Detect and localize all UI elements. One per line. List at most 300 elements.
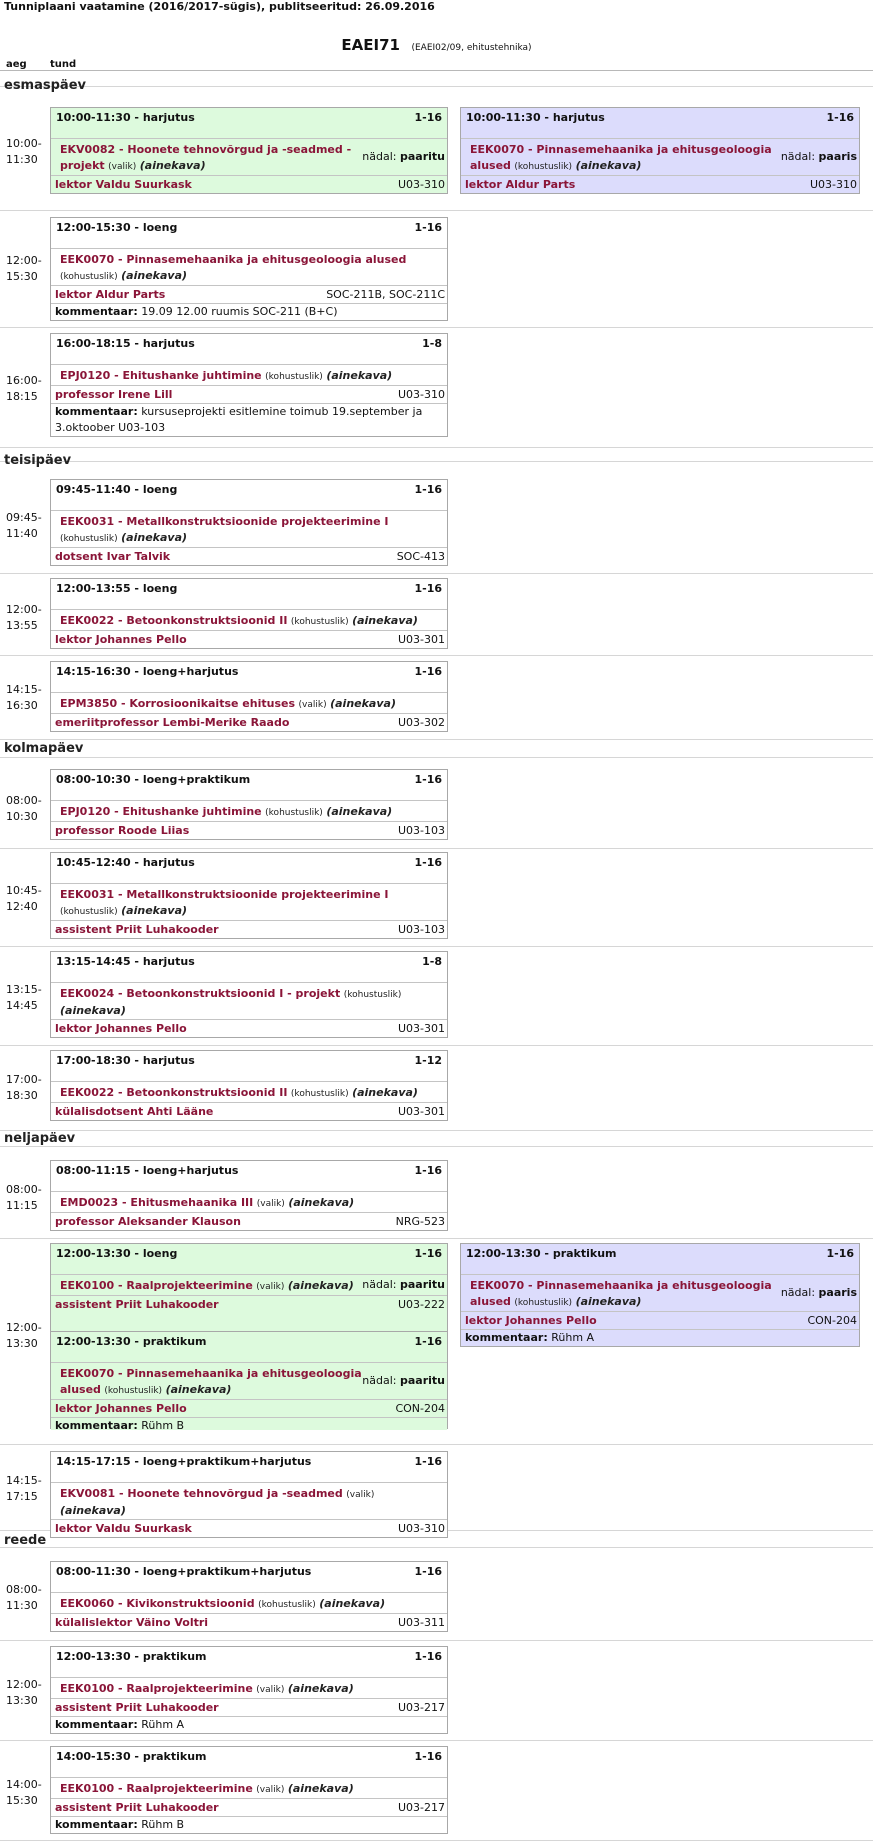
slot-time-start: 17:00- bbox=[6, 1073, 42, 1086]
slot-time-end: 11:15 bbox=[6, 1199, 38, 1212]
comment-label: kommentaar: bbox=[55, 1718, 138, 1731]
teacher-link[interactable]: lektor Johannes Pello bbox=[465, 1314, 597, 1327]
lesson-header bbox=[51, 1244, 447, 1274]
slot-time-start: 12:00- bbox=[6, 1320, 42, 1334]
week-parity-value: paaritu bbox=[399, 1374, 445, 1387]
ainekava-link[interactable]: (ainekava) bbox=[121, 904, 188, 917]
ainekava-link[interactable]: (ainekava) bbox=[575, 159, 642, 172]
slot-time-start: 14:15- bbox=[6, 1474, 42, 1487]
lesson-time-type: 10:00-11:30 - harjutus bbox=[56, 111, 195, 124]
lesson-header bbox=[51, 1452, 447, 1482]
ainekava-link[interactable]: (ainekava) bbox=[287, 1782, 354, 1795]
lesson-card[interactable] bbox=[50, 1646, 448, 1734]
room: U03-310 bbox=[397, 178, 445, 191]
row-divider bbox=[0, 848, 873, 849]
ainekava-link[interactable]: (ainekava) bbox=[287, 1682, 354, 1695]
lesson-weeks: 1-16 bbox=[414, 221, 442, 234]
lesson-subject-text bbox=[60, 887, 442, 920]
slot-time-start: 10:45- bbox=[6, 884, 42, 897]
lesson-subject-row bbox=[461, 138, 859, 175]
lesson-teacher-row bbox=[51, 1399, 447, 1417]
lesson-teacher-row bbox=[51, 821, 447, 839]
subject-kind: (valik) bbox=[108, 162, 137, 172]
comment-label: kommentaar: bbox=[465, 1331, 548, 1344]
lesson-subject-row bbox=[51, 1777, 447, 1798]
lesson-teacher-row bbox=[51, 1698, 447, 1716]
slot-time-start: 14:00- bbox=[6, 1777, 42, 1791]
teacher-link[interactable]: assistent Priit Luhakooder bbox=[55, 1298, 219, 1311]
room: U03-301 bbox=[397, 1022, 445, 1035]
subject-kind: (valik) bbox=[256, 1199, 285, 1209]
ainekava-link[interactable]: (ainekava) bbox=[352, 614, 418, 627]
room: CON-204 bbox=[395, 1402, 445, 1415]
teacher-link[interactable]: lektor Johannes Pello bbox=[55, 1022, 187, 1035]
room: U03-301 bbox=[397, 633, 445, 646]
room: SOC-211B, SOC-211C bbox=[326, 288, 445, 301]
ainekava-link[interactable]: (ainekava) bbox=[60, 1504, 126, 1517]
lesson-time-type: 12:00-13:30 - loeng bbox=[56, 1247, 178, 1260]
lesson-weeks: 1-16 bbox=[414, 1164, 442, 1177]
week-parity bbox=[362, 1373, 445, 1389]
teacher-link[interactable]: lektor Johannes Pello bbox=[55, 1402, 187, 1415]
room: U03-222 bbox=[397, 1298, 445, 1311]
week-parity bbox=[781, 149, 857, 165]
lesson-teacher-row bbox=[461, 175, 859, 193]
teacher-link[interactable]: emeriitprofessor Lembi-Merike Raado bbox=[55, 716, 290, 729]
lesson-teacher-row bbox=[51, 630, 447, 648]
lesson-header bbox=[51, 480, 447, 510]
slot-time-start: 08:00- bbox=[6, 1583, 42, 1596]
week-parity-label: nädal: bbox=[362, 150, 400, 163]
lesson-header bbox=[461, 1244, 859, 1274]
slot-time-start: 10:00- bbox=[6, 137, 42, 150]
lesson-header bbox=[51, 108, 447, 138]
lesson-subject-text bbox=[60, 1486, 442, 1519]
row-divider bbox=[0, 1840, 873, 1841]
column-header-time: aeg bbox=[6, 59, 27, 70]
lesson-comment bbox=[461, 1329, 859, 1346]
subject-link[interactable]: EEK0070 - Pinnasemehaanika ja ehitusgeoloogia alused bbox=[470, 143, 772, 172]
ainekava-link[interactable]: (ainekava) bbox=[352, 1086, 418, 1099]
subject-link[interactable]: EPJ0120 - Ehitushanke juhtimine bbox=[60, 805, 262, 818]
lesson-header bbox=[51, 1161, 447, 1191]
ainekava-link[interactable]: (ainekava) bbox=[121, 269, 188, 282]
lesson-subject-row bbox=[51, 1081, 447, 1102]
subject-kind: (kohustuslik) bbox=[60, 534, 118, 544]
lesson-header bbox=[51, 770, 447, 800]
slot-time bbox=[6, 793, 42, 825]
lesson-time-type: 12:00-13:30 - praktikum bbox=[56, 1335, 207, 1348]
day-header: reede bbox=[4, 1533, 47, 1548]
ainekava-link[interactable]: (ainekava) bbox=[165, 1383, 232, 1396]
subject-kind: (valik) bbox=[346, 1490, 375, 1500]
day-header: teisipäev bbox=[4, 453, 72, 468]
lesson-teacher-row bbox=[51, 1519, 447, 1537]
slot-time bbox=[6, 602, 42, 634]
lesson-card[interactable] bbox=[51, 1244, 447, 1332]
lesson-time-type: 12:00-15:30 - loeng bbox=[56, 221, 178, 234]
room: CON-204 bbox=[807, 1314, 857, 1327]
slot-time-start: 12:00- bbox=[6, 602, 42, 616]
lesson-teacher-row bbox=[51, 920, 447, 938]
ainekava-link[interactable]: (ainekava) bbox=[139, 159, 206, 172]
lesson-card[interactable] bbox=[50, 661, 448, 732]
subject-link[interactable]: EMD0023 - Ehitusmehaanika III bbox=[60, 1196, 254, 1209]
lesson-time-type: 16:00-18:15 - harjutus bbox=[56, 337, 195, 350]
lesson-weeks: 1-12 bbox=[414, 1054, 442, 1067]
lesson-subject-row bbox=[51, 364, 447, 385]
slot-time-end: 15:30 bbox=[6, 1793, 38, 1807]
subject-kind: (valik) bbox=[298, 700, 327, 710]
slot-time-start: 13:15- bbox=[6, 983, 42, 996]
lesson-time-type: 10:45-12:40 - harjutus bbox=[56, 856, 195, 869]
teacher-link[interactable]: lektor Aldur Parts bbox=[55, 288, 166, 301]
lesson-card[interactable] bbox=[50, 1050, 448, 1121]
week-parity-value: paaritu bbox=[399, 1278, 445, 1291]
room: U03-310 bbox=[397, 388, 445, 401]
slot-time-start: 12:00- bbox=[6, 254, 42, 267]
room: U03-217 bbox=[397, 1801, 445, 1814]
comment-text: Rühm A bbox=[137, 1718, 185, 1731]
comment-text: 19.09 12.00 ruumis SOC-211 (B+C) bbox=[137, 305, 338, 318]
row-divider bbox=[0, 757, 873, 758]
teacher-link[interactable]: professor Aleksander Klauson bbox=[55, 1215, 241, 1228]
subject-kind: (kohustuslik) bbox=[514, 1298, 573, 1308]
teacher-link[interactable]: lektor Aldur Parts bbox=[465, 178, 576, 191]
row-divider bbox=[0, 1238, 873, 1239]
row-divider bbox=[0, 739, 873, 740]
group-title bbox=[0, 36, 873, 54]
lesson-card[interactable] bbox=[50, 1451, 448, 1538]
lesson-subject-row bbox=[51, 1191, 447, 1212]
slot-time bbox=[6, 510, 42, 542]
row-divider bbox=[0, 1547, 873, 1548]
lesson-header bbox=[51, 952, 447, 982]
week-parity bbox=[781, 1285, 857, 1301]
slot-time bbox=[6, 1320, 42, 1352]
row-divider bbox=[0, 86, 873, 87]
slot-time bbox=[6, 1072, 42, 1104]
lesson-time-type: 08:00-11:30 - loeng+praktikum+harjutus bbox=[56, 1565, 312, 1578]
slot-time-end: 16:30 bbox=[6, 698, 38, 712]
slot-time-end: 11:40 bbox=[6, 527, 38, 540]
lesson-card[interactable] bbox=[51, 1332, 447, 1430]
week-parity-label: nädal: bbox=[780, 1286, 819, 1299]
comment-text: Rühm B bbox=[137, 1818, 185, 1831]
teacher-link[interactable]: külalislektor Väino Voltri bbox=[55, 1616, 209, 1629]
slot-time-end: 13:30 bbox=[6, 1693, 38, 1707]
slot-time bbox=[6, 883, 42, 915]
ainekava-link[interactable]: (ainekava) bbox=[288, 1196, 355, 1209]
lesson-teacher-row bbox=[51, 1613, 447, 1631]
lesson-header bbox=[51, 1332, 447, 1362]
lesson-subject-text bbox=[60, 1781, 442, 1798]
ainekava-link[interactable]: (ainekava) bbox=[326, 805, 393, 818]
lesson-time-type: 13:15-14:45 - harjutus bbox=[56, 955, 195, 968]
slot-time-end: 15:30 bbox=[6, 270, 38, 283]
lesson-time-type: 12:00-13:30 - praktikum bbox=[56, 1650, 207, 1663]
subject-link[interactable]: EEK0031 - Metallkonstruktsioonide projekteerimine I bbox=[60, 515, 389, 528]
slot-time-end: 11:30 bbox=[6, 153, 38, 166]
row-divider bbox=[0, 655, 873, 656]
row-divider bbox=[0, 1146, 873, 1147]
lesson-subject-row bbox=[51, 883, 447, 920]
lesson-time-type: 14:15-17:15 - loeng+praktikum+harjutus bbox=[56, 1455, 312, 1468]
lesson-comment bbox=[51, 303, 447, 320]
subject-link[interactable]: EEK0024 - Betoonkonstruktsioonid I - projekt bbox=[60, 987, 341, 1000]
lesson-card[interactable] bbox=[50, 1561, 448, 1632]
lesson-card[interactable] bbox=[50, 1746, 448, 1834]
lesson-weeks: 1-16 bbox=[414, 582, 442, 595]
lesson-comment bbox=[51, 1816, 447, 1833]
subject-link[interactable]: EEK0031 - Metallkonstruktsioonide projekteerimine I bbox=[60, 888, 389, 901]
comment-text: kursuseprojekti esitlemine toimub 19.september ja 3.oktoober U03-103 bbox=[55, 405, 423, 434]
subject-kind: (kohustuslik) bbox=[514, 162, 573, 172]
lesson-subject-row bbox=[51, 692, 447, 713]
row-divider bbox=[0, 1740, 873, 1741]
slot-time-end: 17:15 bbox=[6, 1490, 38, 1503]
lesson-card[interactable] bbox=[50, 578, 448, 649]
teacher-link[interactable]: assistent Priit Luhakooder bbox=[55, 923, 219, 936]
lesson-card[interactable] bbox=[50, 1160, 448, 1231]
ainekava-link[interactable]: (ainekava) bbox=[287, 1279, 354, 1292]
slot-time-end: 18:30 bbox=[6, 1089, 38, 1102]
slot-time-start: 09:45- bbox=[6, 511, 42, 524]
lesson-header bbox=[51, 1747, 447, 1777]
slot-time bbox=[6, 373, 42, 405]
slot-time-end: 13:55 bbox=[6, 618, 38, 632]
room: NRG-523 bbox=[395, 1215, 445, 1228]
lesson-teacher-row bbox=[51, 1019, 447, 1037]
slot-time bbox=[6, 1182, 42, 1214]
lesson-comment bbox=[51, 1417, 447, 1434]
lesson-weeks: 1-16 bbox=[414, 483, 442, 496]
lesson-card[interactable] bbox=[460, 1243, 860, 1347]
subject-kind: (kohustuslik) bbox=[265, 372, 323, 382]
subject-kind: (valik) bbox=[256, 1282, 285, 1292]
slot-time bbox=[6, 1582, 42, 1614]
lesson-weeks: 1-16 bbox=[414, 111, 442, 124]
lesson-card[interactable] bbox=[50, 479, 448, 566]
lesson-time-type: 12:00-13:55 - loeng bbox=[56, 582, 178, 595]
slot-time bbox=[6, 682, 42, 714]
subject-link[interactable]: EEK0022 - Betoonkonstruktsioonid II bbox=[60, 1086, 288, 1099]
subject-kind: (kohustuslik) bbox=[265, 808, 323, 818]
teacher-link[interactable]: assistent Priit Luhakooder bbox=[55, 1801, 219, 1814]
lesson-subject-row bbox=[51, 1592, 447, 1613]
slot-time-end: 14:45 bbox=[6, 999, 38, 1012]
row-divider bbox=[0, 1444, 873, 1445]
ainekava-link[interactable]: (ainekava) bbox=[60, 1004, 126, 1017]
lesson-subject-text bbox=[60, 368, 442, 385]
lesson-subject-text bbox=[60, 252, 442, 285]
lesson-stack bbox=[50, 1243, 448, 1432]
row-divider bbox=[0, 946, 873, 947]
lesson-header bbox=[51, 334, 447, 364]
day-header: neljapäev bbox=[4, 1131, 76, 1146]
comment-label: kommentaar: bbox=[55, 405, 138, 418]
teacher-link[interactable]: lektor Johannes Pello bbox=[55, 633, 187, 646]
comment-text: Rühm A bbox=[547, 1331, 595, 1344]
lesson-teacher-row bbox=[461, 1311, 859, 1329]
teacher-link[interactable]: dotsent Ivar Talvik bbox=[55, 550, 171, 563]
teacher-link[interactable]: professor Roode Liias bbox=[55, 824, 190, 837]
lesson-subject-text bbox=[60, 1085, 442, 1102]
room: U03-103 bbox=[397, 824, 445, 837]
slot-time-end: 10:30 bbox=[6, 809, 38, 823]
row-divider bbox=[0, 327, 873, 328]
subject-link[interactable]: EPJ0120 - Ehitushanke juhtimine bbox=[60, 369, 262, 382]
subject-link[interactable]: EKV0082 - Hoonete tehnovõrgud ja -seadmed - projekt bbox=[60, 143, 352, 172]
day-header: kolmapäev bbox=[4, 741, 84, 756]
ainekava-link[interactable]: (ainekava) bbox=[326, 369, 393, 382]
subject-kind: (kohustuslik) bbox=[60, 272, 118, 282]
lesson-teacher-row bbox=[51, 1212, 447, 1230]
lesson-time-type: 14:15-16:30 - loeng+harjutus bbox=[56, 665, 239, 678]
slot-time-end: 12:40 bbox=[6, 900, 38, 913]
lesson-header bbox=[51, 1562, 447, 1592]
lesson-comment bbox=[51, 1716, 447, 1733]
subject-link[interactable]: EEK0060 - Kivikonstruktsioonid bbox=[60, 1597, 255, 1610]
slot-time bbox=[6, 1777, 42, 1809]
week-parity-label: nädal: bbox=[780, 150, 819, 163]
lesson-weeks: 1-8 bbox=[422, 337, 442, 350]
lesson-header bbox=[51, 662, 447, 692]
comment-label: kommentaar: bbox=[55, 305, 138, 318]
lesson-card[interactable] bbox=[50, 852, 448, 939]
lesson-subject-row bbox=[51, 510, 447, 547]
group-code: EAEI71 bbox=[341, 36, 400, 54]
row-divider bbox=[0, 210, 873, 211]
subject-link[interactable]: EPM3850 - Korrosioonikaitse ehituses bbox=[60, 697, 296, 710]
comment-label: kommentaar: bbox=[55, 1419, 138, 1432]
teacher-link[interactable]: lektor Valdu Suurkask bbox=[55, 178, 192, 191]
slot-time bbox=[6, 1677, 42, 1709]
lesson-card[interactable] bbox=[50, 107, 448, 194]
lesson-subject-row bbox=[51, 800, 447, 821]
ainekava-link[interactable]: (ainekava) bbox=[330, 697, 396, 710]
row-divider bbox=[0, 461, 873, 462]
lesson-weeks: 1-16 bbox=[826, 111, 854, 124]
subject-link[interactable]: EKV0081 - Hoonete tehnovõrgud ja -seadmed bbox=[60, 1487, 343, 1500]
room: U03-310 bbox=[809, 178, 857, 191]
lesson-teacher-row bbox=[51, 175, 447, 193]
subject-link[interactable]: EEK0100 - Raalprojekteerimine bbox=[60, 1279, 253, 1292]
lesson-weeks: 1-16 bbox=[414, 1650, 442, 1663]
lesson-subject-text bbox=[60, 986, 442, 1019]
week-parity-value: paaris bbox=[818, 150, 857, 163]
lesson-card[interactable] bbox=[50, 769, 448, 840]
slot-time-start: 16:00- bbox=[6, 374, 42, 387]
room: U03-217 bbox=[397, 1701, 445, 1714]
subject-kind: (kohustuslik) bbox=[104, 1386, 163, 1396]
lesson-subject-row bbox=[51, 1362, 447, 1399]
slot-time-start: 12:00- bbox=[6, 1677, 42, 1691]
slot-time bbox=[6, 982, 42, 1014]
lesson-card[interactable] bbox=[460, 107, 860, 194]
lesson-subject-text bbox=[60, 514, 442, 547]
subject-link[interactable]: EEK0070 - Pinnasemehaanika ja ehitusgeoloogia alused bbox=[60, 1367, 362, 1396]
subject-kind: (kohustuslik) bbox=[258, 1600, 316, 1610]
slot-time-end: 13:30 bbox=[6, 1336, 38, 1350]
lesson-header bbox=[51, 853, 447, 883]
subject-kind: (kohustuslik) bbox=[290, 1089, 349, 1099]
lesson-header bbox=[461, 108, 859, 138]
lesson-subject-row bbox=[51, 1482, 447, 1519]
lesson-teacher-row bbox=[51, 1295, 447, 1313]
subject-link[interactable]: EEK0070 - Pinnasemehaanika ja ehitusgeoloogia alused bbox=[60, 253, 407, 266]
teacher-link[interactable]: külalisdotsent Ahti Lääne bbox=[55, 1105, 214, 1118]
lesson-subject-row bbox=[51, 248, 447, 285]
slot-time-start: 08:00- bbox=[6, 793, 42, 807]
subject-kind: (kohustuslik) bbox=[343, 990, 402, 1000]
lesson-subject-text bbox=[60, 1195, 442, 1212]
room: U03-310 bbox=[397, 1522, 445, 1535]
week-parity bbox=[362, 149, 445, 165]
room: U03-302 bbox=[397, 716, 445, 729]
lesson-teacher-row bbox=[51, 1102, 447, 1120]
slot-time bbox=[6, 1473, 42, 1505]
lesson-subject-text bbox=[60, 613, 442, 630]
week-parity-label: nädal: bbox=[362, 1374, 400, 1387]
lesson-weeks: 1-16 bbox=[414, 1247, 442, 1260]
lesson-time-type: 14:00-15:30 - praktikum bbox=[56, 1750, 207, 1763]
lesson-card[interactable] bbox=[50, 951, 448, 1038]
ainekava-link[interactable]: (ainekava) bbox=[121, 531, 188, 544]
week-parity-value: paaritu bbox=[399, 150, 445, 163]
lesson-header bbox=[51, 218, 447, 248]
row-divider bbox=[0, 447, 873, 448]
teacher-link[interactable]: lektor Valdu Suurkask bbox=[55, 1522, 192, 1535]
lesson-weeks: 1-8 bbox=[422, 955, 442, 968]
lesson-subject-text bbox=[60, 1681, 442, 1698]
slot-time-end: 11:30 bbox=[6, 1599, 38, 1612]
row-divider bbox=[0, 573, 873, 574]
teacher-link[interactable]: assistent Priit Luhakooder bbox=[55, 1701, 219, 1714]
subject-link[interactable]: EEK0022 - Betoonkonstruktsioonid II bbox=[60, 614, 288, 627]
lesson-header bbox=[51, 1647, 447, 1677]
slot-time-end: 18:15 bbox=[6, 390, 38, 403]
subject-link[interactable]: EEK0100 - Raalprojekteerimine bbox=[60, 1682, 253, 1695]
lesson-time-type: 08:00-11:15 - loeng+harjutus bbox=[56, 1164, 239, 1177]
teacher-link[interactable]: professor Irene Lill bbox=[55, 388, 173, 401]
ainekava-link[interactable]: (ainekava) bbox=[575, 1295, 642, 1308]
row-divider bbox=[0, 1045, 873, 1046]
lesson-comment bbox=[51, 403, 447, 436]
comment-label: kommentaar: bbox=[55, 1818, 138, 1831]
lesson-subject-text bbox=[60, 1596, 442, 1613]
comment-text: Rühm B bbox=[137, 1419, 185, 1432]
subject-link[interactable]: EEK0070 - Pinnasemehaanika ja ehitusgeoloogia alused bbox=[470, 1279, 772, 1308]
subject-kind: (valik) bbox=[256, 1785, 285, 1795]
lesson-header bbox=[51, 579, 447, 609]
day-header: esmaspäev bbox=[4, 78, 86, 93]
room: U03-311 bbox=[397, 1616, 445, 1629]
lesson-card[interactable] bbox=[50, 333, 448, 437]
lesson-subject-row bbox=[51, 982, 447, 1019]
ainekava-link[interactable]: (ainekava) bbox=[319, 1597, 386, 1610]
lesson-subject-row bbox=[51, 138, 447, 175]
lesson-card[interactable] bbox=[50, 217, 448, 321]
lesson-subject-text bbox=[60, 696, 442, 713]
lesson-time-type: 09:45-11:40 - loeng bbox=[56, 483, 178, 496]
row-divider bbox=[0, 70, 873, 71]
lesson-teacher-row bbox=[51, 385, 447, 403]
subject-link[interactable]: EEK0100 - Raalprojekteerimine bbox=[60, 1782, 253, 1795]
column-header-class: tund bbox=[50, 59, 77, 70]
lesson-weeks: 1-16 bbox=[414, 1750, 442, 1763]
subject-kind: (valik) bbox=[256, 1685, 285, 1695]
